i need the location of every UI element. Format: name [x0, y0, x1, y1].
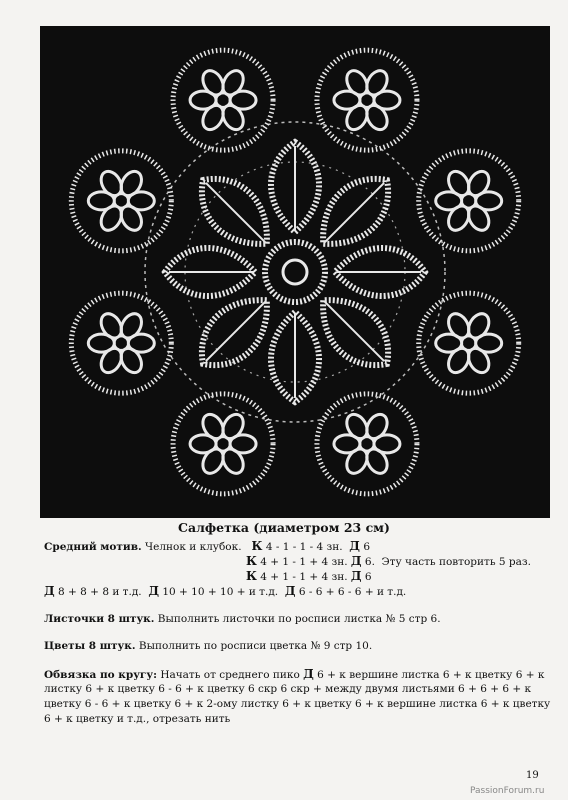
doily-illustration	[40, 26, 550, 518]
middle-motif-line-1: Средний мотив. Челнок и клубок. К 4 - 1 - 1 - 4 зн. Д 6	[44, 539, 370, 553]
leaves-heading: Листочки 8 штук.	[44, 613, 155, 625]
leaf-motif	[271, 142, 319, 232]
leaf-motif	[165, 248, 255, 296]
edging-line-2: листку 6 + к цветку 6 - 6 + к цветку 6 скр 6 скр + между двумя листьями 6 + 6 + 6 + к	[44, 683, 532, 695]
flower-center	[360, 437, 374, 451]
flower-motif-outer	[419, 151, 519, 251]
leaves-line: Листочки 8 штук. Выполнить листочки по росписи листка № 5 стр 6.	[44, 613, 441, 625]
flowers-line: Цветы 8 штук. Выполнить по росписи цветка № 9 стр 10.	[44, 640, 373, 652]
flower-motif-outer	[317, 394, 417, 494]
leaf-vein	[325, 302, 384, 361]
center-motif-core	[283, 260, 307, 284]
flower-center	[114, 336, 128, 350]
flowers-heading: Цветы 8 штук.	[44, 640, 136, 652]
leaf-vein	[325, 183, 384, 242]
edging-heading: Обвязка по кругу:	[44, 669, 157, 681]
watermark: PassionForum.ru	[470, 786, 545, 796]
edging-line-4: 6 + к цветку и т.д., отрезать нить	[44, 713, 231, 725]
flower-motif-outer	[71, 151, 171, 251]
page-number: 19	[526, 770, 539, 781]
page-title: Салфетка (диаметром 23 см)	[178, 520, 390, 535]
flower-motif-outer	[419, 293, 519, 393]
flower-center	[462, 336, 476, 350]
flower-center	[462, 194, 476, 208]
flower-center	[114, 194, 128, 208]
flower-center	[360, 93, 374, 107]
middle-motif-heading: Средний мотив.	[44, 541, 142, 553]
flower-center	[216, 437, 230, 451]
flower-center	[216, 93, 230, 107]
leaf-vein	[206, 302, 265, 361]
leaf-motif	[271, 312, 319, 402]
flower-motif-outer	[71, 293, 171, 393]
flower-motif-outer	[173, 394, 273, 494]
edging-line-1: Обвязка по кругу: Начать от среднего пико Д 6 + к вершине листка 6 + к цветку 6 + к	[44, 667, 545, 681]
middle-motif-line-4: Д 8 + 8 + 8 и т.д. Д 10 + 10 + 10 + и т.д. Д 6 - 6 + 6 - 6 + и т.д.	[44, 584, 407, 598]
middle-motif-line-3: К 4 + 1 - 1 + 4 зн. Д 6	[246, 569, 372, 583]
leaf-motif	[335, 248, 425, 296]
edging-line-3: цветку 6 - 6 + к цветку 6 + к 2-ому листку 6 + к цветку 6 + к вершине листка 6 + к цветку	[44, 698, 551, 710]
flower-motif-outer	[173, 50, 273, 150]
doily-photo	[40, 26, 550, 518]
flower-motif-outer	[317, 50, 417, 150]
middle-motif-line-2: К 4 + 1 - 1 + 4 зн. Д 6. Эту часть повторить 5 раз.	[246, 554, 531, 568]
center-motif-ring	[265, 242, 325, 302]
leaf-vein	[206, 183, 265, 242]
